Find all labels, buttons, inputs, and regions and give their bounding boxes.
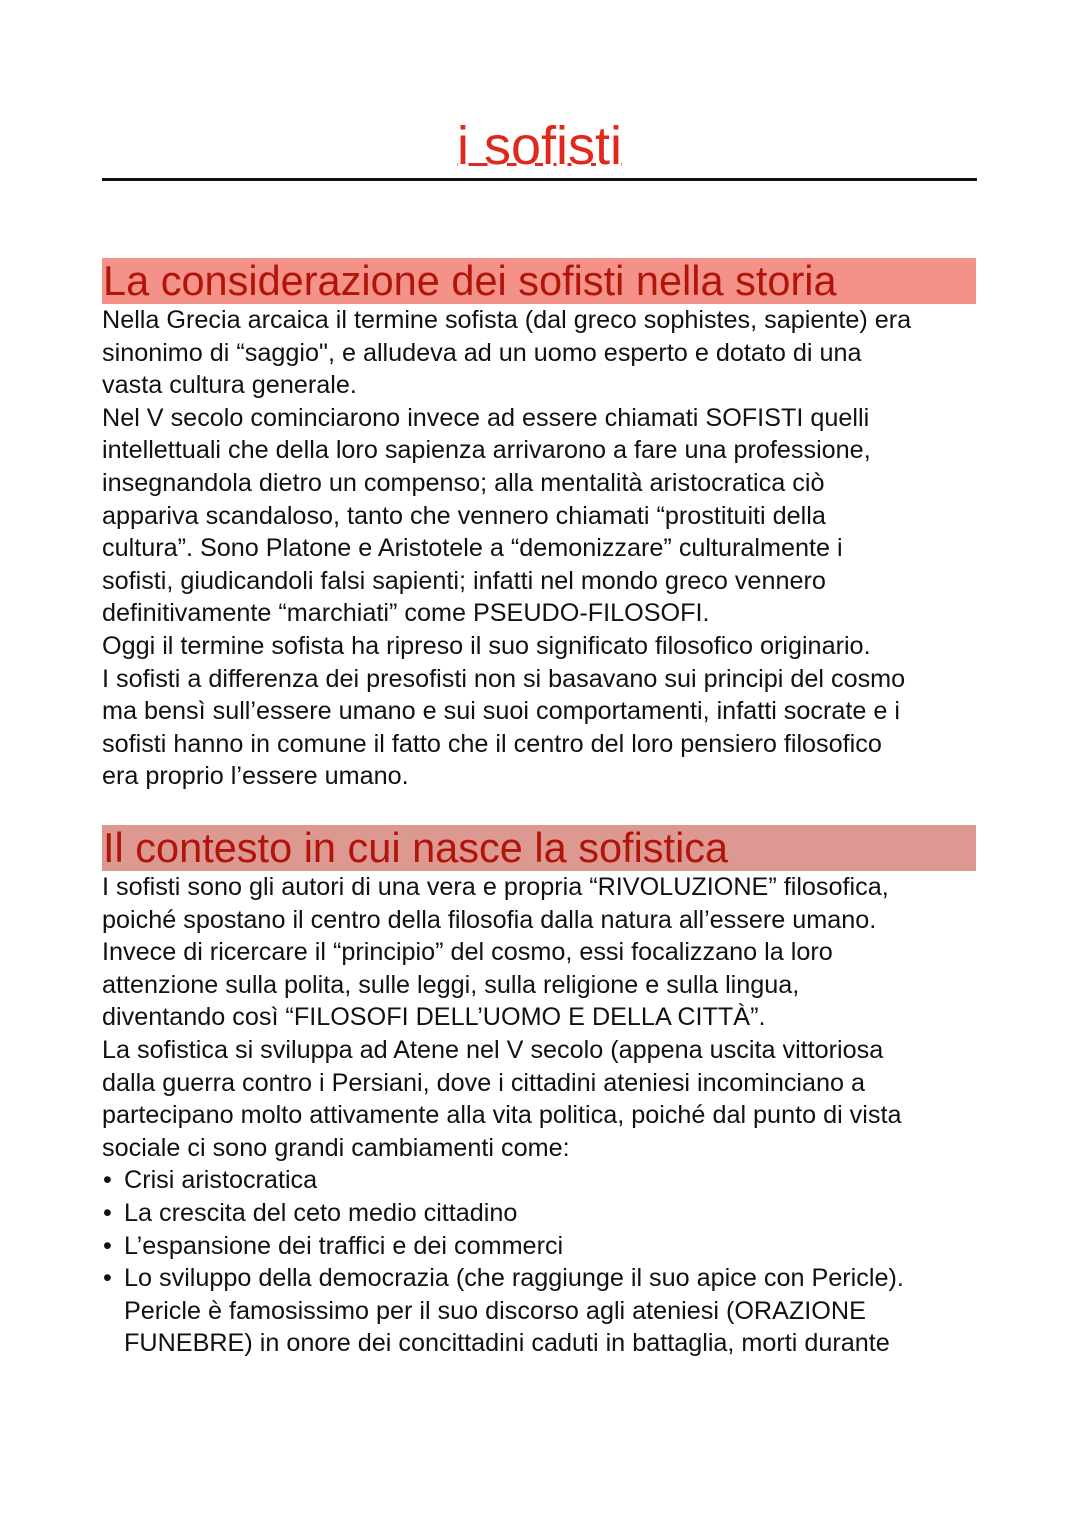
paragraph-line: attenzione sulla polita, sulle leggi, sulla religione e sulla lingua, — [102, 970, 800, 999]
section-heading: La considerazione dei sofisti nella storia — [102, 258, 976, 304]
paragraph-line: sociale ci sono grandi cambiamenti come: — [102, 1133, 570, 1162]
paragraph-line: cultura”. Sono Platone e Aristotele a “demonizzare” culturalmente i — [102, 534, 843, 563]
list-item: • Crisi aristocratica — [102, 1164, 982, 1197]
paragraph-line: insegnandola dietro un compenso; alla mentalità aristocratica ciò — [102, 468, 825, 497]
paragraph-line: poiché spostano il centro della filosofia dalla natura all’essere umano. — [102, 905, 877, 934]
list-item: • La crescita del ceto medio cittadino — [102, 1197, 982, 1230]
paragraph-line: appariva scandaloso, tanto che vennero chiamati “prostituiti della — [102, 501, 826, 530]
paragraph-line: partecipano molto attivamente alla vita politica, poiché dal punto di vista — [102, 1101, 902, 1130]
paragraph-line: Nella Grecia arcaica il termine sofista (dal greco sophistes, sapiente) era — [102, 306, 912, 334]
list-item: • L’espansione dei traffici e dei commerci — [102, 1230, 982, 1263]
list-item — [102, 1262, 982, 1360]
title-rule — [102, 118, 977, 181]
paragraph-line: I sofisti sono gli autori di una vera e propria “RIVOLUZIONE” filosofica, — [102, 873, 889, 901]
list-item-line: • Lo sviluppo della democrazia (che raggiunge il suo apice con Pericle). — [124, 1264, 904, 1293]
paragraph-line: dalla guerra contro i Persiani, dove i cittadini ateniesi incominciano a — [102, 1068, 866, 1097]
paragraph-line: Invece di ricercare il “principio” del cosmo, essi focalizzano la loro — [102, 938, 833, 967]
paragraph-line: vasta cultura generale. — [102, 371, 357, 400]
paragraph-line: Nel V secolo cominciarono invece ad essere chiamati SOFISTI quelli — [102, 403, 870, 432]
paragraph-line: La sofistica si sviluppa ad Atene nel V secolo (appena uscita vittoriosa — [102, 1035, 884, 1064]
paragraph-line: intellettuali che della loro sapienza arrivarono a fare una professione, — [102, 436, 871, 465]
section-heading: Il contesto in cui nasce la sofistica — [102, 825, 976, 871]
paragraph-line: sofisti hanno in comune il fatto che il centro del loro pensiero filosofico — [102, 729, 882, 758]
paragraph-line: sofisti, giudicandoli falsi sapienti; infatti nel mondo greco vennero — [102, 566, 826, 595]
paragraph-line: sinonimo di “saggio", e alludeva ad un uomo esperto e dotato di una — [102, 338, 862, 367]
list-item-line: Pericle è famosissimo per il suo discorso agli ateniesi (ORAZIONE — [124, 1296, 866, 1325]
bullet-list — [102, 1164, 982, 1360]
section-context — [102, 825, 982, 1360]
section-history — [102, 258, 982, 793]
paragraph-line: I sofisti a differenza dei presofisti non si basavano sui principi del cosmo — [102, 664, 906, 693]
paragraph-line: diventando così “FILOSOFI DELL’UOMO E DELLA CITTÀ”. — [102, 1003, 766, 1032]
list-item-line: FUNEBRE) in onore dei concittadini caduti in battaglia, morti durante — [124, 1329, 890, 1358]
paragraph-line: Oggi il termine sofista ha ripreso il suo significato filosofico originario. — [102, 631, 871, 660]
paragraph-line: definitivamente “marchiati” come PSEUDO-FILOSOFI. — [102, 599, 710, 628]
paragraph-line: ma bensì sull’essere umano e sui suoi comportamenti, infatti socrate e i — [102, 697, 900, 726]
paragraph-line: era proprio l’essere umano. — [102, 762, 409, 791]
page-title: i sofisti — [456, 116, 623, 176]
